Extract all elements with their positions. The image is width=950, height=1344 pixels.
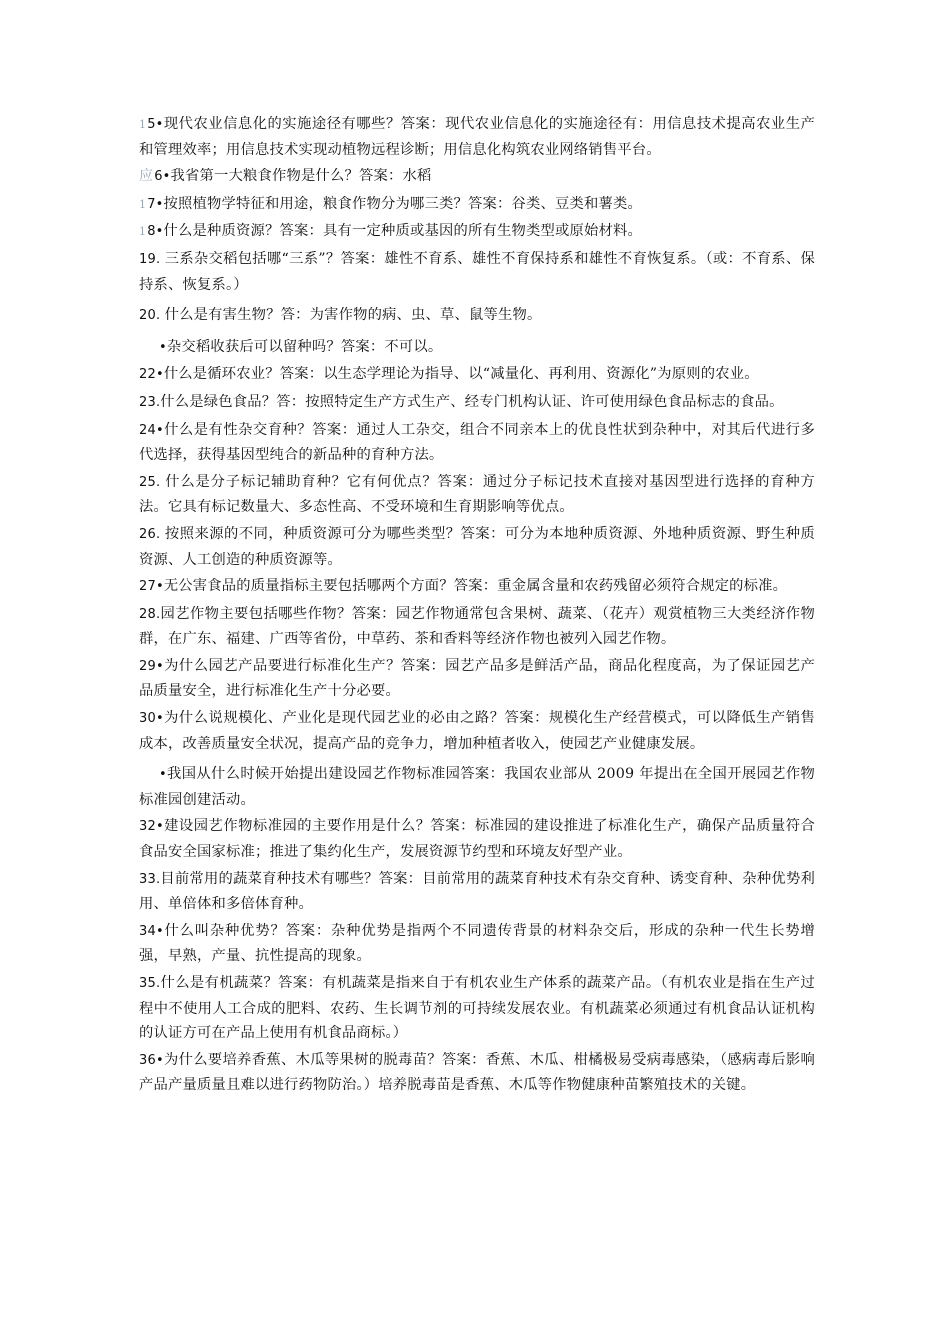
- qa-item-28: [0, 602, 815, 652]
- qa-item-24: [0, 418, 815, 468]
- qa-item-30: [0, 706, 815, 756]
- item-number: •: [159, 767, 167, 783]
- item-number: 35.: [139, 976, 161, 991]
- item-text: 按照来源的不同，种质资源可分为哪些类型？答案：可分为本地种质资源、外地种质资源、野生种质资源、人工创造的种质资源等。: [139, 525, 816, 568]
- qa-item-32: [0, 814, 815, 864]
- item-text: 什么是有性杂交育种？答案：通过人工杂交，组合不同亲本上的优良性状到杂种中，对其后代进行多代选择，获得基因型纯合的新品种的育种方法。: [139, 421, 815, 464]
- document-page: [0, 112, 950, 1100]
- item-text: 什么是绿色食品？答：按照特定生产方式生产、经专门机构认证、许可使用绿色食品标志的食品。: [160, 393, 784, 410]
- qa-item-21: [0, 335, 815, 361]
- item-text: 什么叫杂种优势？答案：杂种优势是指两个不同遗传背景的材料杂交后，形成的杂种一代生长势增强，早熟，产量、抗性提高的现象。: [139, 922, 815, 965]
- qa-item-20: [0, 303, 815, 329]
- qa-item-29: [0, 654, 815, 704]
- item-text: 园艺作物主要包括哪些作物？答案：园艺作物通常包含果树、蔬菜、（花卉）观赏植物三大类经济作物群，在广东、福建、广西等省份，中草药、茶和香料等经济作物也被列入园艺作物。: [139, 605, 815, 648]
- qa-item-19: [0, 247, 815, 297]
- margin-mark: 应: [139, 168, 154, 185]
- item-number: 33.: [139, 871, 161, 887]
- item-number: 6•: [154, 169, 171, 185]
- item-text: 什么是分子标记辅助育种？它有何优点？答案：通过分子标记技术直接对基因型进行选择的育种方法。它具有标记数量大、多态性高、不受环境和生育期影响等优点。: [139, 473, 815, 516]
- item-text: 无公害食品的质量指标主要包括哪两个方面？答案：重金属含量和农药残留必须符合规定的标准。: [163, 578, 788, 595]
- item-text: 什么是有害生物？答：为害作物的病、虫、草、鼠等生物。: [164, 307, 542, 324]
- item-text: 为什么园艺产品要进行标准化生产？答案：园艺产品多是鲜活产品，商品化程度高，为了保证园艺产品质量安全，进行标准化生产十分必要。: [139, 657, 815, 700]
- margin-mark: 1: [139, 225, 147, 239]
- item-number: 28.: [139, 606, 161, 622]
- margin-mark: 1: [139, 197, 147, 211]
- qa-item-22: [0, 362, 815, 388]
- qa-item-27: [0, 574, 815, 600]
- item-number: 20.: [139, 308, 165, 324]
- item-number: 5•: [147, 117, 164, 132]
- qa-item-8: [0, 219, 815, 245]
- item-number: 24•: [139, 422, 164, 438]
- qa-item-26: [0, 522, 815, 572]
- item-text: 杂交稻收获后可以留种吗？答案：不可以。: [166, 338, 443, 355]
- item-text: 我省第一大粮食作物是什么？答案：水稻: [170, 168, 432, 185]
- item-text: 什么是循环农业？答案：以生态学理论为指导、以“减量化、再利用、资源化”为原则的农业。: [163, 366, 759, 383]
- item-number: 22•: [139, 367, 164, 383]
- qa-item-35: [0, 971, 815, 1046]
- item-number: 7•: [147, 196, 164, 212]
- item-number: 32•: [139, 819, 164, 835]
- qa-item-6: [0, 164, 815, 190]
- qa-item-25: [0, 470, 815, 520]
- item-text: 什么是有机蔬菜？答案：有机蔬菜是指来自于有机农业生产体系的蔬菜产品。（有机农业是指在生产过程中不使用人工合成的肥料、农药、生长调节剂的可持续发展农业。有机蔬菜必须通过有机食品认证机构的认证方可在产品上使用有机食品商标。）: [139, 975, 815, 1042]
- item-text: 为什么要培养香蕉、木瓜等果树的脱毒苗？答案：香蕉、木瓜、柑橘极易受病毒感染，（感病毒后影响产品产量质量且难以进行药物防治。）培养脱毒苗是香蕉、木瓜等作物健康种苗繁殖技术的关键。: [139, 1051, 815, 1094]
- qa-item-33: [0, 867, 815, 917]
- item-number: 8•: [147, 224, 164, 240]
- item-text: 建设园艺作物标准园的主要作用是什么？答案：标准园的建设推进了标准化生产，确保产品质量符合食品安全国家标准；推进了集约化生产，发展资源节约型和环境友好型产业。: [139, 818, 815, 861]
- item-number: 26.: [139, 526, 165, 542]
- item-number: 36•: [139, 1052, 164, 1068]
- item-text: 按照植物学特征和用途，粮食作物分为哪三类？答案：谷类、豆类和薯类。: [163, 195, 642, 212]
- item-text: 现代农业信息化的实施途径有哪些？答案：现代农业信息化的实施途径有：用信息技术提高农业生产和管理效率；用信息技术实现动植物远程诊断；用信息化构筑农业网络销售平台。: [139, 116, 815, 158]
- item-number: 25.: [139, 474, 166, 490]
- item-text: 为什么说规模化、产业化是现代园艺业的必由之路？答案：规模化生产经营模式，可以降低生产销售成本，改善质量安全状况，提高产品的竞争力，增加种植者收入，使园艺产业健康发展。: [139, 710, 815, 752]
- item-number: 30•: [139, 711, 164, 727]
- item-text: 目前常用的蔬菜育种技术有哪些？答案：目前常用的蔬菜育种技术有杂交育种、诱变育种、杂种优势利用、单倍体和多倍体育种。: [139, 870, 815, 913]
- qa-item-34: [0, 919, 815, 969]
- qa-item-7: [0, 192, 815, 218]
- item-number: 19.: [139, 251, 165, 267]
- margin-mark: 1: [139, 118, 147, 131]
- qa-item-5: [0, 112, 815, 162]
- qa-item-31: [0, 762, 815, 812]
- item-number: 27•: [139, 579, 164, 595]
- qa-item-23: [0, 390, 815, 416]
- item-text: 我国从什么时候开始提出建设园艺作物标准园答案：我国农业部从 2009 年提出在全国开展园艺作物标准园创建活动。: [139, 766, 815, 808]
- item-number: 34•: [139, 923, 164, 939]
- qa-item-36: [0, 1048, 815, 1098]
- item-number: 29•: [139, 658, 164, 674]
- item-number: 23.: [139, 394, 161, 410]
- item-text: 什么是种质资源？答案：具有一定种质或基因的所有生物类型或原始材料。: [163, 223, 642, 240]
- item-text: 三系杂交稻包括哪“三系”？答案：雄性不育系、雄性不育保持系和雄性不育恢复系。（或：不育系、保持系、恢复系。）: [139, 250, 815, 293]
- item-number: •: [159, 339, 167, 355]
